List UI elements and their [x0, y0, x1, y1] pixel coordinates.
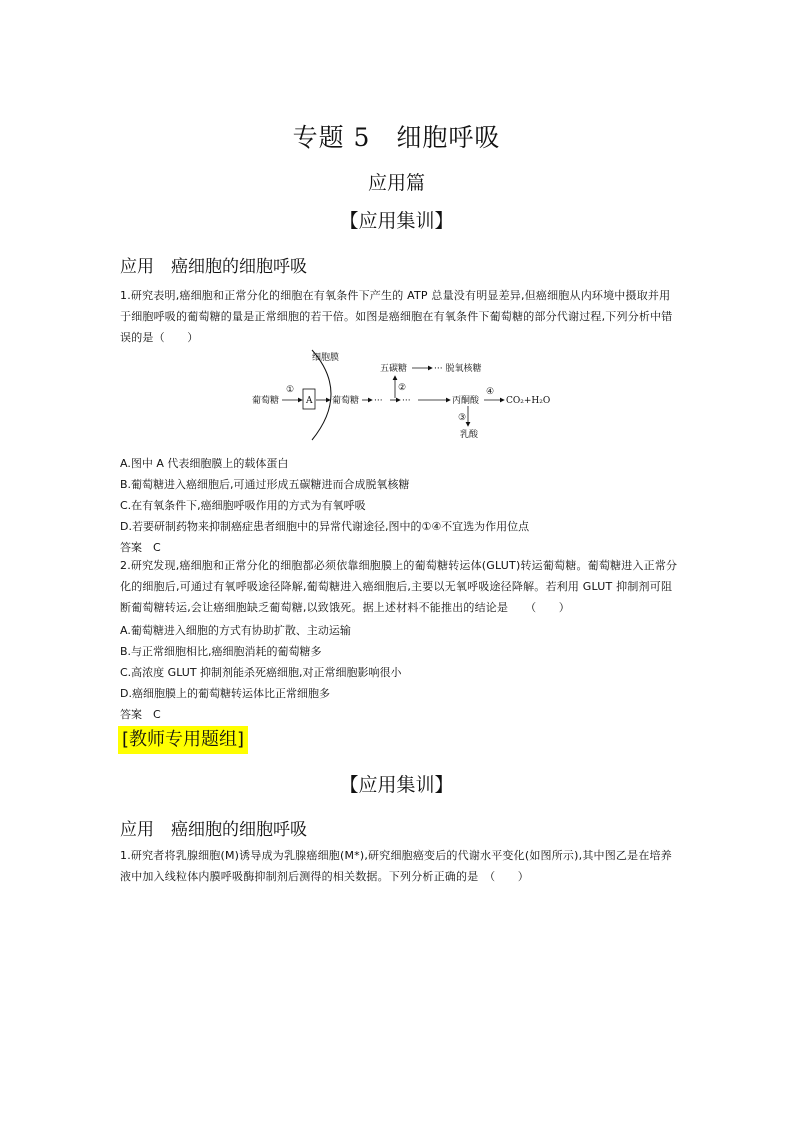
q2-answer: 答案 C — [120, 708, 161, 721]
question-2-stem: 2.研究发现,癌细胞和正常分化的细胞都必须依靠细胞膜上的葡萄糖转运体(GLUT)转运葡萄糖。葡萄糖进入正常分化的细胞后,可通过有氧呼吸途径降解,葡萄糖进入癌细胞后,主要以无氧呼吸途径降解。若利用 GLUT 抑制剂可阻断葡萄糖转运,会让癌细胞缺乏葡萄糖,以致饿死。据上述材料不能推出的结论是 （ ） — [120, 559, 678, 614]
step-2-label: ② — [398, 383, 407, 393]
step-3-label: ③ — [458, 413, 467, 423]
step-4-label: ④ — [486, 387, 495, 397]
teacher-section-heading: 【应用集训】 — [339, 774, 454, 796]
q1-option-b: B.葡萄糖进入癌细胞后,可通过形成五碳糖进而合成脱氧核糖 — [120, 478, 410, 491]
step-1-label: ① — [286, 385, 295, 395]
metabolism-diagram — [250, 348, 570, 443]
products-label: CO₂+H₂O — [506, 396, 551, 406]
q1-option-d: D.若要研制药物来抑制癌症患者细胞中的异常代谢途径,图中的①④不宜选为作用位点 — [120, 520, 530, 533]
q1-option-c: C.在有氧条件下,癌细胞呼吸作用的方式为有氧呼吸 — [120, 499, 366, 512]
membrane-label: 细胞膜 — [312, 353, 340, 363]
q2-option-a: A.葡萄糖进入细胞的方式有协助扩散、主动运输 — [120, 624, 351, 637]
carrier-label: A — [306, 396, 313, 406]
q1-answer: 答案 C — [120, 541, 161, 554]
page-subtitle: 应用篇 — [367, 172, 425, 194]
topic-heading: 应用 癌细胞的细胞呼吸 — [120, 257, 307, 277]
section-heading: 【应用集训】 — [339, 210, 454, 232]
glucose-inside-label: 葡萄糖 — [332, 396, 360, 406]
page-title: 专题 5 细胞呼吸 — [292, 123, 501, 152]
glucose-outside-label: 葡萄糖 — [252, 396, 280, 406]
pentose-label: 五碳糖 — [380, 364, 408, 374]
teacher-group-label: [教师专用题组] — [118, 726, 248, 754]
dots-2: ··· — [402, 396, 411, 406]
deoxyribose-label: ··· 脱氧核糖 — [434, 364, 482, 374]
q2-option-d: D.癌细胞膜上的葡萄糖转运体比正常细胞多 — [120, 687, 330, 700]
q2-option-b: B.与正常细胞相比,癌细胞消耗的葡萄糖多 — [120, 645, 322, 658]
teacher-question-1-stem: 1.研究者将乳腺细胞(M)诱导成为乳腺癌细胞(M*),研究细胞癌变后的代谢水平变化(如图所示),其中图乙是在培养液中加入线粒体内膜呼吸酶抑制剂后测得的相关数据。下列分析正确的是 （ ） — [120, 849, 672, 883]
lactate-label: 乳酸 — [460, 430, 479, 440]
dots-1: ··· — [374, 396, 383, 406]
teacher-topic-heading: 应用 癌细胞的细胞呼吸 — [120, 820, 307, 840]
pyruvate-label: 丙酮酸 — [452, 396, 480, 406]
question-1-stem: 1.研究表明,癌细胞和正常分化的细胞在有氧条件下产生的 ATP 总量没有明显差异,但癌细胞从内环境中摄取并用于细胞呼吸的葡萄糖的量是正常细胞的若干倍。如图是癌细胞在有氧条件下葡萄糖的部分代谢过程,下列分析中错误的是（ ） — [120, 289, 673, 344]
q2-option-c: C.高浓度 GLUT 抑制剂能杀死癌细胞,对正常细胞影响很小 — [120, 666, 402, 679]
q1-option-a: A.图中 A 代表细胞膜上的载体蛋白 — [120, 457, 289, 470]
